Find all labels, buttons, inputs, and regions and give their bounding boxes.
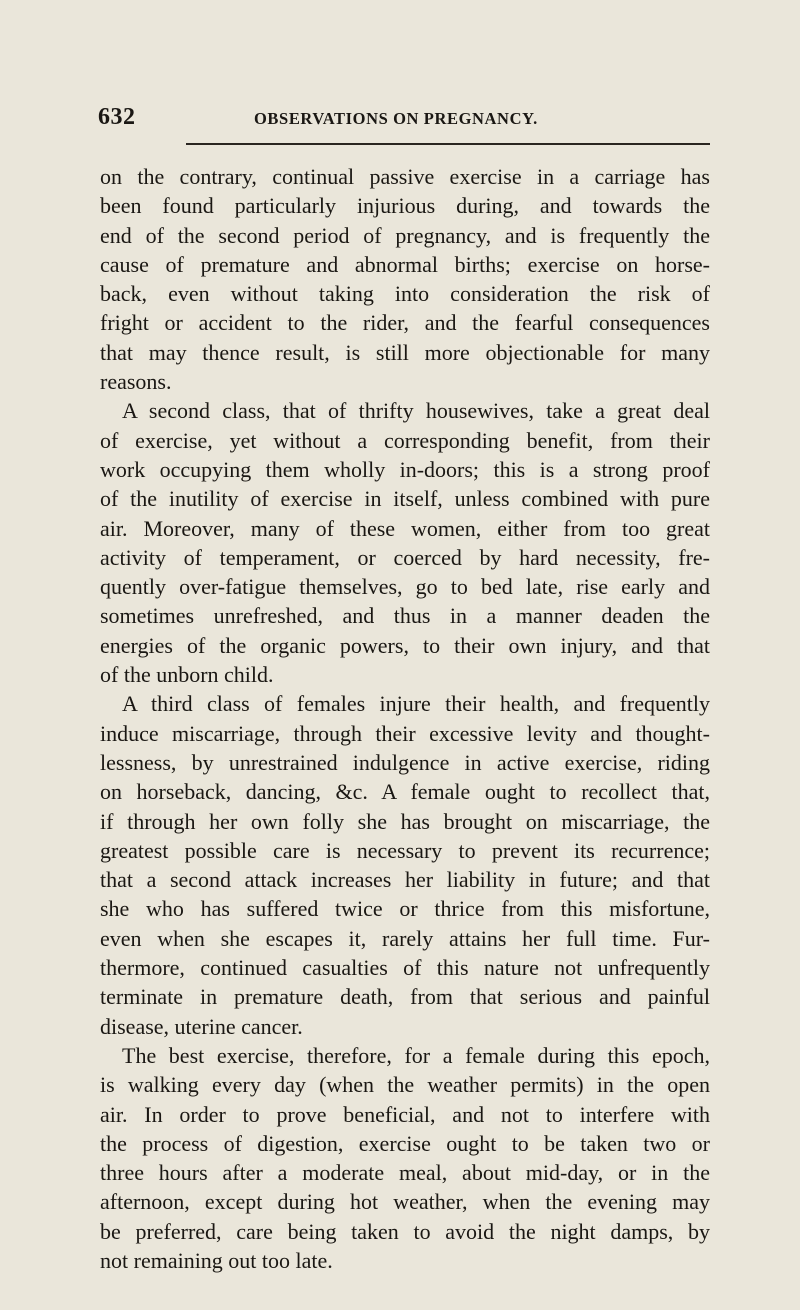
text-line: be preferred, care being taken to avoid the night damps, by xyxy=(100,1218,710,1244)
text-line: disease, uterine cancer. xyxy=(100,1013,303,1039)
text-line: reasons. xyxy=(100,369,172,395)
text-line: of the inutility of exercise in itself, unless combined with pure xyxy=(100,486,710,512)
header-rule xyxy=(186,143,710,145)
text-line: The best exercise, therefore, for a female during this epoch, xyxy=(122,1042,710,1068)
text-line: lessness, by unrestrained indulgence in active exercise, riding xyxy=(100,749,710,775)
text-line: terminate in premature death, from that serious and painful xyxy=(100,984,710,1010)
text-line: thermore, continued casualties of this nature not unfrequently xyxy=(100,955,710,981)
text-line: greatest possible care is necessary to prevent its recurrence; xyxy=(100,837,710,863)
text-line: on horseback, dancing, &c. A female ought to recollect that, xyxy=(100,779,710,805)
text-line: is walking every day (when the weather permits) in the open xyxy=(100,1072,710,1098)
text-line: even when she escapes it, rarely attains her full time. Fur- xyxy=(100,925,710,951)
text-line: three hours after a moderate meal, about mid-day, or in the xyxy=(100,1160,710,1186)
text-line: energies of the organic powers, to their own injury, and that xyxy=(100,632,710,658)
text-line: been found particularly injurious during, and towards the xyxy=(100,193,710,219)
text-line: sometimes unrefreshed, and thus in a manner deaden the xyxy=(100,603,710,629)
text-line: back, even without taking into consideration the risk of xyxy=(100,281,710,307)
text-line: work occupying them wholly in-doors; this is a strong proof xyxy=(100,456,710,482)
running-title: OBSERVATIONS ON PREGNANCY. xyxy=(254,109,538,128)
page-header xyxy=(98,104,710,144)
text-line: not remaining out too late. xyxy=(100,1247,333,1273)
body-text xyxy=(100,162,710,1275)
text-line: air. Moreover, many of these women, either from too great xyxy=(100,515,710,541)
text-line: if through her own folly she has brought on miscarriage, the xyxy=(100,808,710,834)
text-line: induce miscarriage, through their excessive levity and thought- xyxy=(100,720,710,746)
text-line: that a second attack increases her liability in future; and that xyxy=(100,867,710,893)
text-line: A second class, that of thrifty housewives, take a great deal xyxy=(122,398,710,424)
text-line: air. In order to prove beneficial, and not to interfere with xyxy=(100,1101,710,1127)
text-line: of the unborn child. xyxy=(100,662,274,688)
text-line: of exercise, yet without a corresponding benefit, from their xyxy=(100,427,710,453)
text-line: end of the second period of pregnancy, and is frequently the xyxy=(100,222,710,248)
text-line: activity of temperament, or coerced by hard necessity, fre- xyxy=(100,544,710,570)
text-line: on the contrary, continual passive exercise in a carriage has xyxy=(100,164,710,189)
text-line: that may thence result, is still more objectionable for many xyxy=(100,339,710,365)
text-line: the process of digestion, exercise ought to be taken two or xyxy=(100,1130,710,1156)
page-number: 632 xyxy=(98,104,136,130)
text-line: afternoon, except during hot weather, when the evening may xyxy=(100,1189,710,1215)
text-line: A third class of females injure their health, and frequently xyxy=(122,691,710,717)
text-line: fright or accident to the rider, and the fearful consequences xyxy=(100,310,710,336)
text-line: cause of premature and abnormal births; exercise on horse- xyxy=(100,251,710,277)
text-line: quently over-fatigue themselves, go to bed late, rise early and xyxy=(100,574,710,600)
text-line: she who has suffered twice or thrice from this misfortune, xyxy=(100,896,710,922)
